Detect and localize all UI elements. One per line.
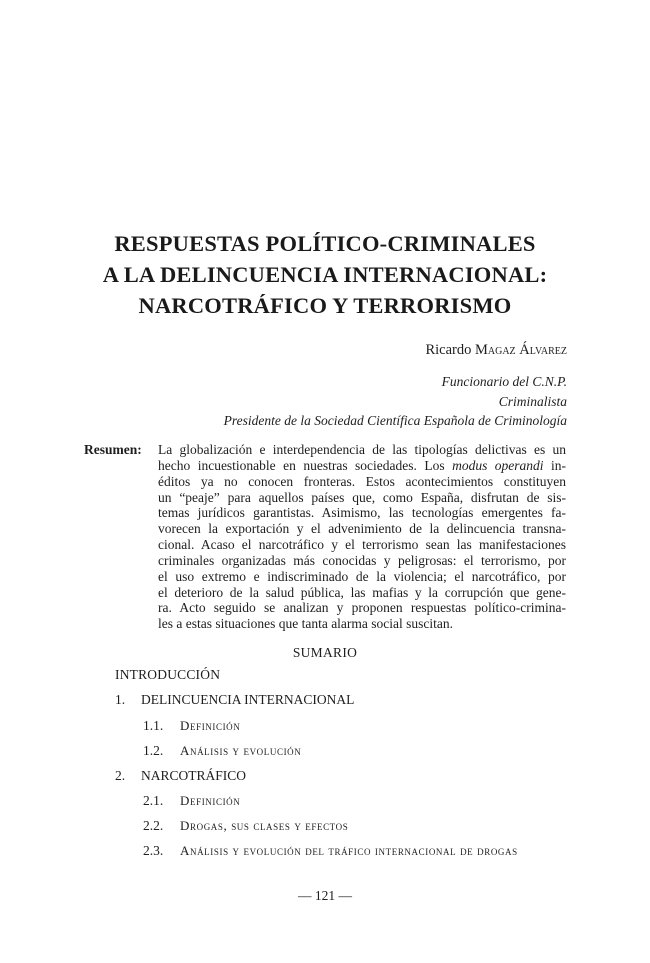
abstract-line-text: el uso extremo e indiscriminado de la violencia; el narcotráfico, por: [158, 568, 566, 584]
abstract-line-text: temas jurídicos garantistas. Asimismo, las tecnologías emergentes fa-: [158, 505, 566, 521]
abstract-line-text: un “peaje” para aquellos países que, como España, disfrutan de sis-: [158, 489, 566, 505]
abstract-line-text: vorecen la exportación y el advenimiento de la delincuencia transna-: [158, 521, 566, 537]
toc-item-number: 2.3.: [143, 843, 164, 858]
toc-item-title: Definición: [180, 718, 241, 733]
abstract-line-text: criminales organizadas más conocidas y peligrosas: el terrorismo, por: [158, 552, 566, 568]
toc-item-title: Análisis y evolución: [180, 743, 302, 758]
toc-item: [143, 843, 518, 859]
title-line: RESPUESTAS POLÍTICO-CRIMINALES: [114, 231, 536, 256]
abstract-label: Resumen:: [84, 442, 142, 457]
toc-item-title: Drogas, sus clases y efectos: [180, 818, 349, 833]
abstract-line-text: La globalización e interdependencia de las tipologías delictivas es un: [158, 442, 566, 457]
toc-item-title: Definición: [180, 793, 241, 808]
abstract-line-text: cional. Acaso el narcotráfico y el terrorismo sean las manifestaciones: [158, 537, 566, 553]
title-line: A LA DELINCUENCIA INTERNACIONAL:: [102, 262, 548, 287]
page-number: — 121 —: [298, 888, 352, 903]
toc-item: [115, 692, 354, 708]
summary-heading: SUMARIO: [292, 645, 358, 660]
abstract-line-text: in-: [543, 457, 567, 473]
title-line: NARCOTRÁFICO Y TERRORISMO: [138, 293, 512, 318]
toc-item-title: Análisis y evolución del tráfico internacional de drogas: [180, 843, 518, 858]
affiliation-line: Criminalista: [498, 393, 567, 409]
affiliation-line: Funcionario del C.N.P.: [441, 374, 567, 389]
author-surname: Magaz Álvarez: [475, 342, 567, 358]
toc-item: [143, 718, 240, 734]
affiliation-line: Presidente de la Sociedad Científica Española de Criminología: [223, 413, 567, 428]
toc-item-number: 1.2.: [143, 743, 164, 758]
toc-item-number: 1.: [115, 692, 126, 707]
toc-item: [115, 768, 246, 784]
toc-item: [143, 793, 240, 809]
abstract-line-text: éditos ya no conocen fronteras. Estos acontecimientos constituyen: [158, 473, 566, 489]
abstract-emphasis: modus operandi: [452, 457, 544, 473]
toc-item-number: 2.1.: [143, 793, 164, 808]
toc-item: [115, 667, 220, 683]
author-first-name: Ricardo: [425, 342, 472, 358]
toc-item-title: DELINCUENCIA INTERNACIONAL: [141, 692, 355, 707]
toc-item: [143, 743, 301, 759]
toc-item-title: NARCOTRÁFICO: [141, 768, 247, 783]
abstract-line-text: les a estas situaciones que tanta alarma social suscitan.: [158, 616, 454, 632]
abstract-line-text: ra. Acto seguido se analizan y proponen respuestas político-crimina-: [158, 600, 566, 616]
toc-item: [143, 818, 348, 834]
toc-item-number: 1.1.: [143, 718, 164, 733]
abstract-line-text: el deterioro de la salud pública, las mafias y la corrupción que gene-: [158, 584, 566, 600]
toc-item-title: INTRODUCCIÓN: [115, 667, 221, 682]
abstract-line-text: hecho incuestionable en nuestras sociedades. Los: [158, 457, 453, 473]
toc-item-number: 2.: [115, 768, 126, 783]
toc-item-number: 2.2.: [143, 818, 164, 833]
